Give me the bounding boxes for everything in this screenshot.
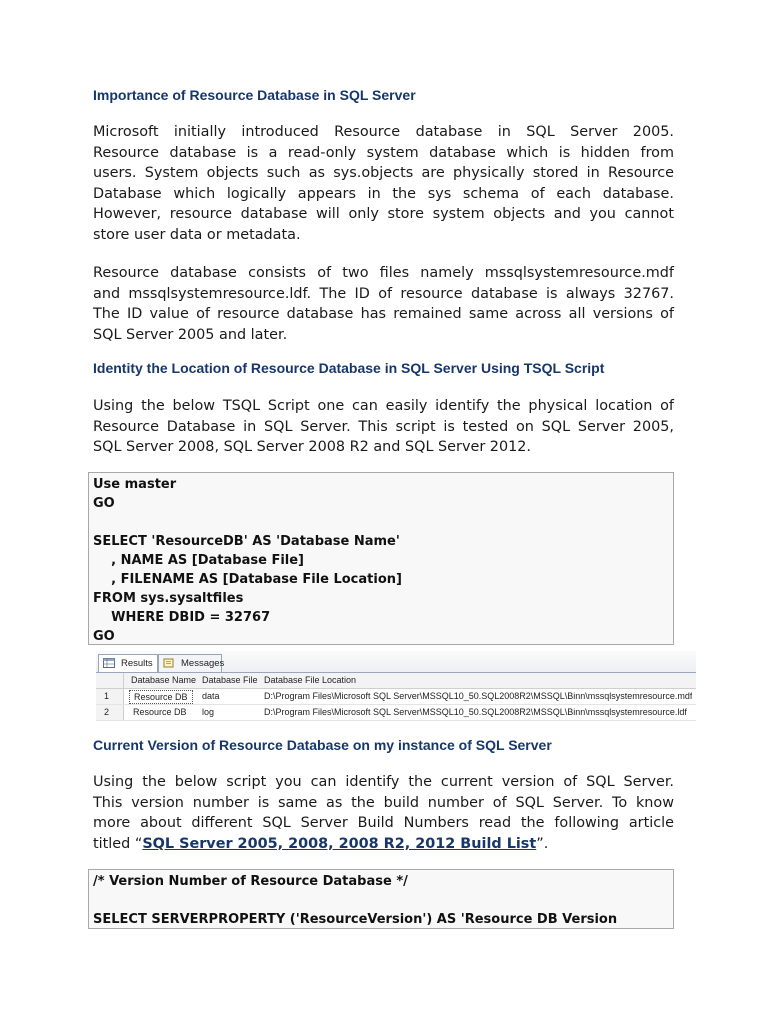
paragraph-version bbox=[93, 772, 674, 854]
text-line: However, resource database will only store system objects and you cannot bbox=[93, 206, 674, 223]
tab-messages-label: Messages bbox=[181, 658, 225, 669]
cell-file-location[interactable]: D:\Program Files\Microsoft SQL Server\MSSQL10_50.SQL2008R2\MSSQL\Binn\mssqlsystemresource.mdf bbox=[264, 691, 693, 701]
text-line: users. System objects such as sys.objects are physically stored in Resource bbox=[93, 165, 674, 182]
row-number-header bbox=[96, 673, 124, 688]
section-heading-importance: Importance of Resource Database in SQL Server bbox=[93, 87, 416, 103]
tab-results-label: Results bbox=[121, 658, 153, 669]
paragraph-files bbox=[93, 263, 674, 345]
results-tab-strip bbox=[96, 651, 696, 673]
query-results-panel bbox=[96, 651, 696, 721]
text-line: Using the below script you can identify the current version of SQL Server. bbox=[93, 774, 674, 790]
code-line: , FILENAME AS [Database File Location] bbox=[93, 572, 402, 587]
code-line: , NAME AS [Database File] bbox=[93, 553, 305, 568]
tab-results[interactable] bbox=[98, 654, 158, 672]
code-line: SELECT SERVERPROPERTY ('ResourceVersion') AS 'Resource DB Version bbox=[93, 912, 618, 927]
code-block-version bbox=[88, 869, 674, 929]
code-line bbox=[89, 513, 673, 532]
row-number: 2 bbox=[96, 705, 124, 720]
messages-icon bbox=[163, 658, 175, 668]
grid-icon bbox=[103, 658, 115, 668]
text-line-with-link bbox=[93, 834, 674, 855]
code-line: WHERE DBID = 32767 bbox=[93, 610, 271, 625]
text-line: This version number is same as the build number of SQL Server. To know bbox=[93, 794, 674, 811]
text-line: SQL Server 2008, SQL Server 2008 R2 and SQL Server 2012. bbox=[93, 439, 532, 456]
code-line: SELECT 'ResourceDB' AS 'Database Name' bbox=[93, 534, 400, 549]
text-line: SQL Server 2005 and later. bbox=[93, 326, 288, 343]
cell-database-file[interactable]: log bbox=[202, 707, 215, 717]
column-header[interactable]: Database File Location bbox=[264, 675, 357, 685]
text-line: The ID value of resource database has remained same across all versions of bbox=[93, 306, 674, 323]
text-line: Database which logically appears in the sys schema of each database. bbox=[93, 185, 674, 202]
paragraph-intro bbox=[93, 122, 674, 246]
table-row[interactable] bbox=[96, 705, 696, 721]
text-line: Using the below TSQL Script one can easily identify the physical location of bbox=[93, 398, 674, 414]
cell-database-file[interactable]: data bbox=[202, 691, 220, 701]
text-line: more about different SQL Server Build Numbers read the following article bbox=[93, 815, 674, 832]
code-line: GO bbox=[93, 629, 115, 644]
text-line: store user data or metadata. bbox=[93, 226, 301, 243]
text-line: Resource Database in SQL Server. This script is tested on SQL Server 2005, bbox=[93, 418, 674, 435]
code-block-location bbox=[88, 472, 674, 645]
column-header[interactable]: Database Name bbox=[131, 675, 197, 685]
cell-database-name[interactable]: Resource DB bbox=[133, 707, 187, 717]
grid-header-row bbox=[96, 673, 696, 689]
code-line: GO bbox=[93, 496, 115, 511]
code-line: /* Version Number of Resource Database */ bbox=[93, 874, 408, 889]
section-heading-location: Identity the Location of Resource Database in SQL Server Using TSQL Script bbox=[93, 360, 605, 376]
code-line: Use master bbox=[93, 477, 177, 492]
text-line: Resource database consists of two files namely mssqlsystemresource.mdf bbox=[93, 265, 674, 281]
code-line bbox=[89, 891, 673, 910]
tab-messages[interactable] bbox=[158, 654, 225, 672]
text-fragment: titled “ bbox=[93, 835, 143, 852]
section-heading-version: Current Version of Resource Database on my instance of SQL Server bbox=[93, 737, 552, 753]
cell-database-name[interactable]: Resource DB bbox=[129, 690, 193, 704]
paragraph-tsql bbox=[93, 396, 674, 458]
table-row[interactable] bbox=[96, 689, 696, 705]
cell-file-location[interactable]: D:\Program Files\Microsoft SQL Server\MSSQL10_50.SQL2008R2\MSSQL\Binn\mssqlsystemresource.ldf bbox=[264, 707, 687, 717]
text-fragment: ”. bbox=[536, 835, 549, 852]
row-number: 1 bbox=[96, 689, 124, 704]
build-list-link[interactable]: SQL Server 2005, 2008, 2008 R2, 2012 Build List bbox=[142, 835, 537, 852]
text-line: and mssqlsystemresource.ldf. The ID of resource database is always 32767. bbox=[93, 285, 674, 302]
column-header[interactable]: Database File bbox=[202, 675, 258, 685]
text-line: Resource database is a read-only system database which is hidden from bbox=[93, 144, 674, 161]
text-line: Microsoft initially introduced Resource database in SQL Server 2005. bbox=[93, 124, 674, 140]
code-line: FROM sys.sysaltfiles bbox=[93, 591, 244, 606]
